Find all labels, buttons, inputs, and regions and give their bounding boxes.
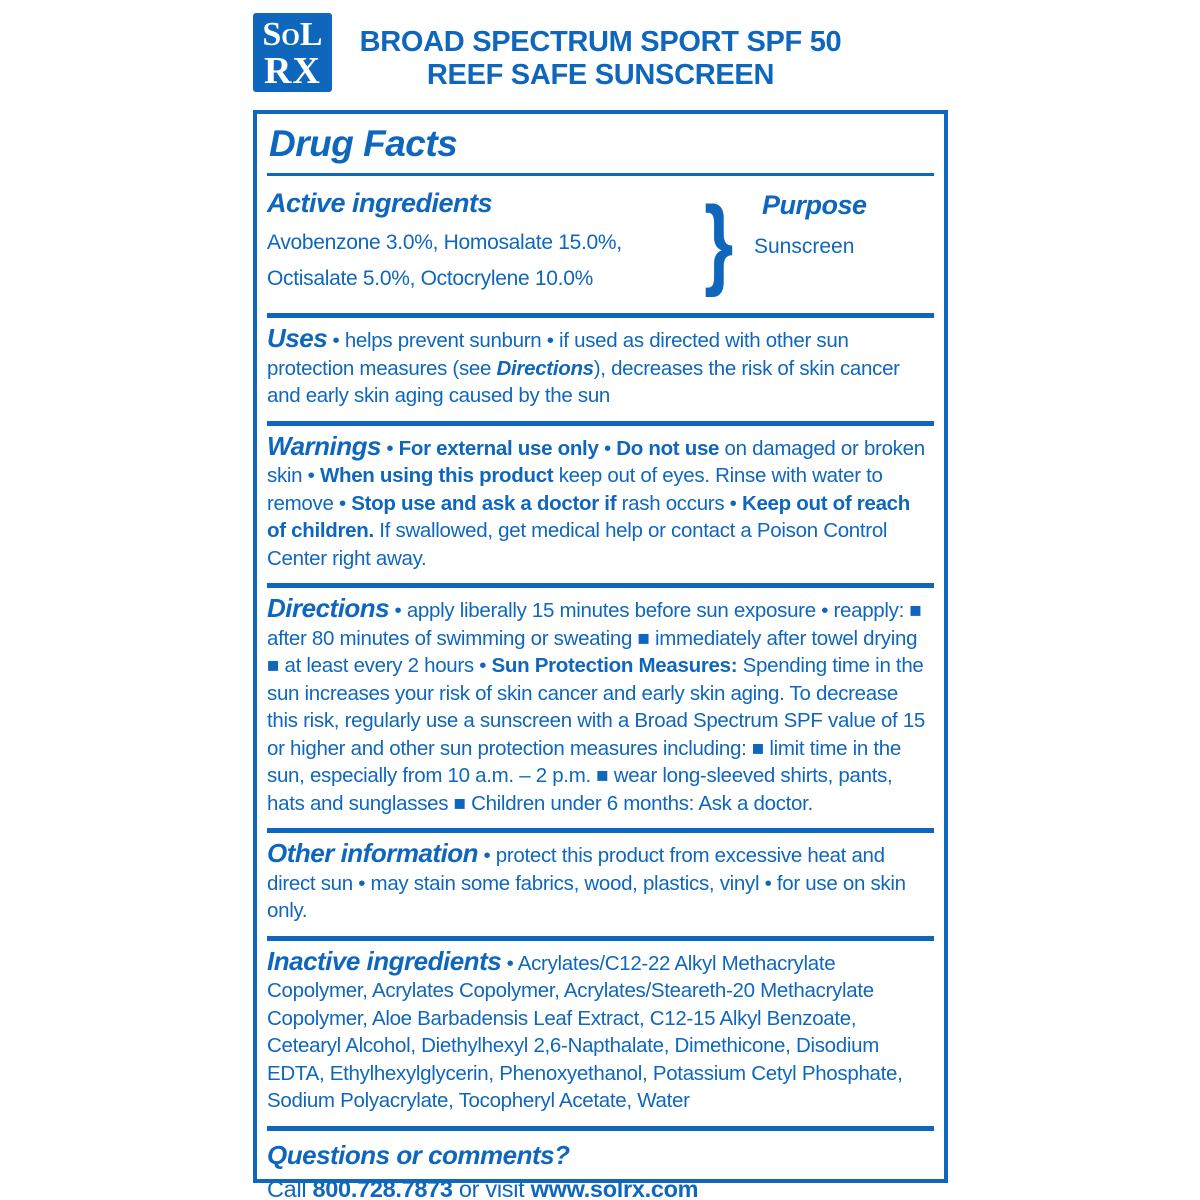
product-title: [253, 26, 948, 92]
active-ingredients-line2: Octisalate 5.0%, Octocrylene 10.0%: [267, 267, 593, 290]
questions-section: [266, 1140, 935, 1200]
warnings-section: Warnings • For external use only • Do not use on damaged or broken skin • When using this product keep out of eyes. Rinse with water to remove • Stop use and ask a doctor if rash occurs • Keep out of reach of children. If swallowed, get medical help or contact a Poison Control Center right away.: [267, 430, 925, 570]
header: [253, 0, 948, 110]
inactive-ingredients-section: Inactive ingredients • Acrylates/C12-22 Alkyl Methacrylate Copolymer, Acrylates Copolymer, Acrylates/Steareth-20 Methacrylate Copolymer, Aloe Barbadensis Leaf Extract, C12-15 Alkyl Benzoate, Cetearyl Alcohol, Diethylhexyl 2,6-Napthalate, Dimethicone, Disodium EDTA, Ethylhexylglycerin, Phenoxyethanol, Potassium Cetyl Phosphate, Sodium Polyacrylate, Tocopheryl Acetate, Water: [267, 945, 903, 1112]
drug-facts-title: Drug Facts: [269, 123, 458, 164]
active-ingredients-line1: Avobenzone 3.0%, Homosalate 15.0%,: [267, 231, 622, 254]
product-title-line2: REEF SAFE SUNSCREEN: [426, 59, 775, 91]
questions-heading: Questions or comments?: [267, 1139, 570, 1170]
brace-icon: }: [704, 185, 734, 298]
questions-contact-line: Call 800.728.7873 or visit www.solrx.com: [267, 1175, 699, 1200]
divider-thick: [267, 828, 934, 833]
logo-text-rx: RX: [264, 50, 321, 92]
purpose-column: [754, 188, 934, 303]
active-ingredients-column: [267, 188, 697, 303]
divider-thin: [267, 173, 934, 176]
purpose-value: Sunscreen: [754, 235, 855, 258]
other-information-section: Other information • protect this product from excessive heat and direct sun • may stain some fabrics, wood, plastics, vinyl • for use on skin only.: [267, 838, 906, 922]
divider-thick: [267, 421, 934, 426]
product-title-line1: BROAD SPECTRUM SPORT SPF 50: [359, 26, 842, 58]
logo-text-sol: SoL: [262, 16, 323, 53]
purpose-heading: Purpose: [762, 190, 867, 220]
divider-thick: [267, 1126, 934, 1131]
drug-facts-box: [253, 110, 948, 1200]
divider-thick: [267, 313, 934, 318]
directions-section: Directions • apply liberally 15 minutes before sun exposure • reapply: ■ after 80 minutes of swimming or sweating ■ immediately after towel drying ■ at least every 2 hours • Sun Protection Measures: Spending time in the sun increases your risk of skin cancer and early skin aging. To decrease this risk, regularly use a sunscreen with a Broad Spectrum SPF value of 15 or higher and other sun protection measures including: ■ limit time in the sun, especially from 10 a.m. – 2 p.m. ■ wear long-sleeved shirts, pants, hats and sunglasses ■ Children under 6 months: Ask a doctor.: [267, 593, 926, 815]
active-ingredients-section: [267, 185, 934, 303]
divider-thick: [267, 936, 934, 941]
active-ingredients-heading: Active ingredients: [267, 188, 493, 218]
divider-thick: [267, 583, 934, 588]
uses-section: Uses • helps prevent sunburn • if used as directed with other sun protection measures (see Directions), decreases the risk of skin cancer and early skin aging caused by the sun: [267, 323, 900, 407]
